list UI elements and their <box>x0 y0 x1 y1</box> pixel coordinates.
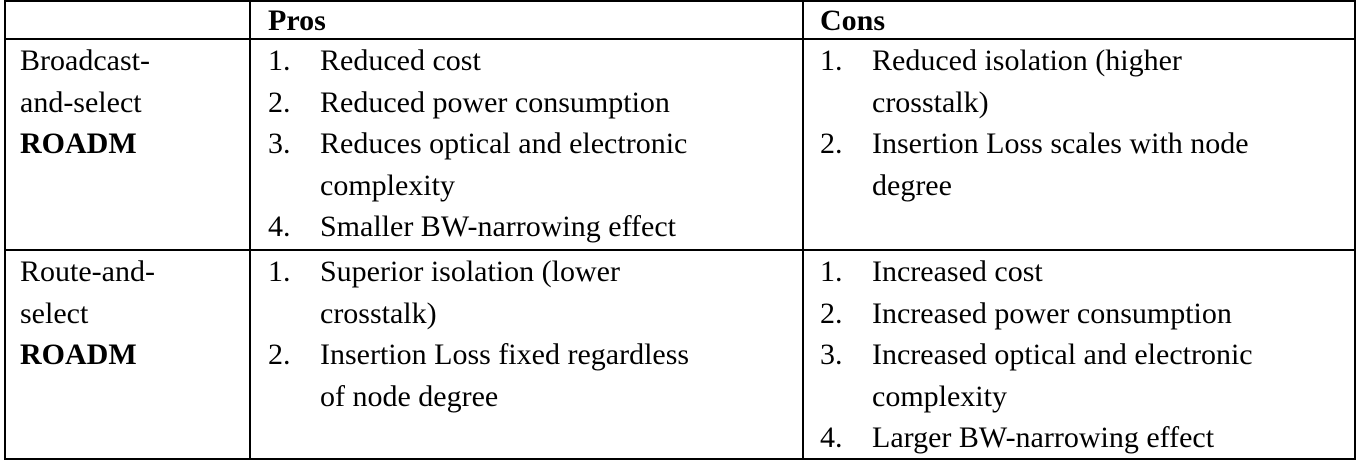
header-cons: Cons <box>820 4 886 37</box>
list-item <box>820 417 1350 459</box>
cons-list-broadcast <box>820 40 1350 206</box>
list-item-text: Reduced cost <box>320 44 481 77</box>
list-item-text: Insertion Loss scales with node <box>872 127 1249 160</box>
list-item-text: Reduces optical and electronic <box>320 127 688 160</box>
list-item <box>820 293 1350 335</box>
list-item <box>268 251 798 334</box>
cons-list-route <box>820 251 1350 459</box>
list-number: 3. <box>820 338 843 371</box>
list-number: 2. <box>268 85 291 119</box>
list-number: 1. <box>268 255 291 288</box>
list-item-text: Reduced power consumption <box>320 85 670 119</box>
list-item-text: degree <box>872 168 952 202</box>
list-number: 2. <box>820 296 843 330</box>
list-item-text: complexity <box>320 168 455 202</box>
list-item <box>268 40 798 82</box>
list-item-text: Increased cost <box>872 255 1043 288</box>
row-label-route-and-select <box>20 251 155 376</box>
row-label-roadm: ROADM <box>20 338 137 371</box>
list-item-text: complexity <box>872 379 1007 413</box>
list-number: 1. <box>268 44 291 77</box>
table-border-left <box>4 0 6 460</box>
table-border-top <box>4 0 1356 2</box>
list-item <box>268 82 798 124</box>
list-item <box>268 206 798 248</box>
list-item-text: crosstalk) <box>320 296 437 330</box>
table-rule-col2 <box>802 0 804 460</box>
row-label-line: Broadcast- <box>20 44 150 77</box>
list-number: 4. <box>820 421 843 454</box>
list-number: 2. <box>820 127 843 160</box>
list-item-text: Increased power consumption <box>872 296 1232 330</box>
pros-list-route <box>268 251 798 417</box>
list-item <box>820 40 1350 123</box>
list-item <box>268 123 798 206</box>
list-number: 1. <box>820 255 843 288</box>
list-item-text: Insertion Loss fixed regardless <box>320 338 690 371</box>
table-border-right <box>1354 0 1356 460</box>
list-number: 4. <box>268 210 291 243</box>
list-item-text: Reduced isolation (higher <box>872 44 1182 77</box>
list-item <box>820 334 1350 417</box>
list-item-text: of node degree <box>320 379 499 413</box>
row-label-line: select <box>20 296 89 330</box>
header-pros: Pros <box>268 4 326 37</box>
list-number: 3. <box>268 127 291 160</box>
list-item <box>820 123 1350 206</box>
list-number: 2. <box>268 338 291 371</box>
list-item-text: Smaller BW-narrowing effect <box>320 210 676 243</box>
row-label-broadcast-and-select <box>20 40 150 165</box>
list-item-text: Larger BW-narrowing effect <box>872 421 1215 454</box>
list-item-text: Superior isolation (lower <box>320 255 620 288</box>
list-item <box>820 251 1350 293</box>
row-label-line: Route-and- <box>20 255 155 288</box>
pros-list-broadcast <box>268 40 798 248</box>
row-label-roadm: ROADM <box>20 127 137 160</box>
list-item <box>268 334 798 417</box>
list-item-text: crosstalk) <box>872 85 989 119</box>
list-item-text: Increased optical and electronic <box>872 338 1253 371</box>
list-number: 1. <box>820 44 843 77</box>
row-label-line: and-select <box>20 85 142 119</box>
table-rule-col1 <box>249 0 251 460</box>
